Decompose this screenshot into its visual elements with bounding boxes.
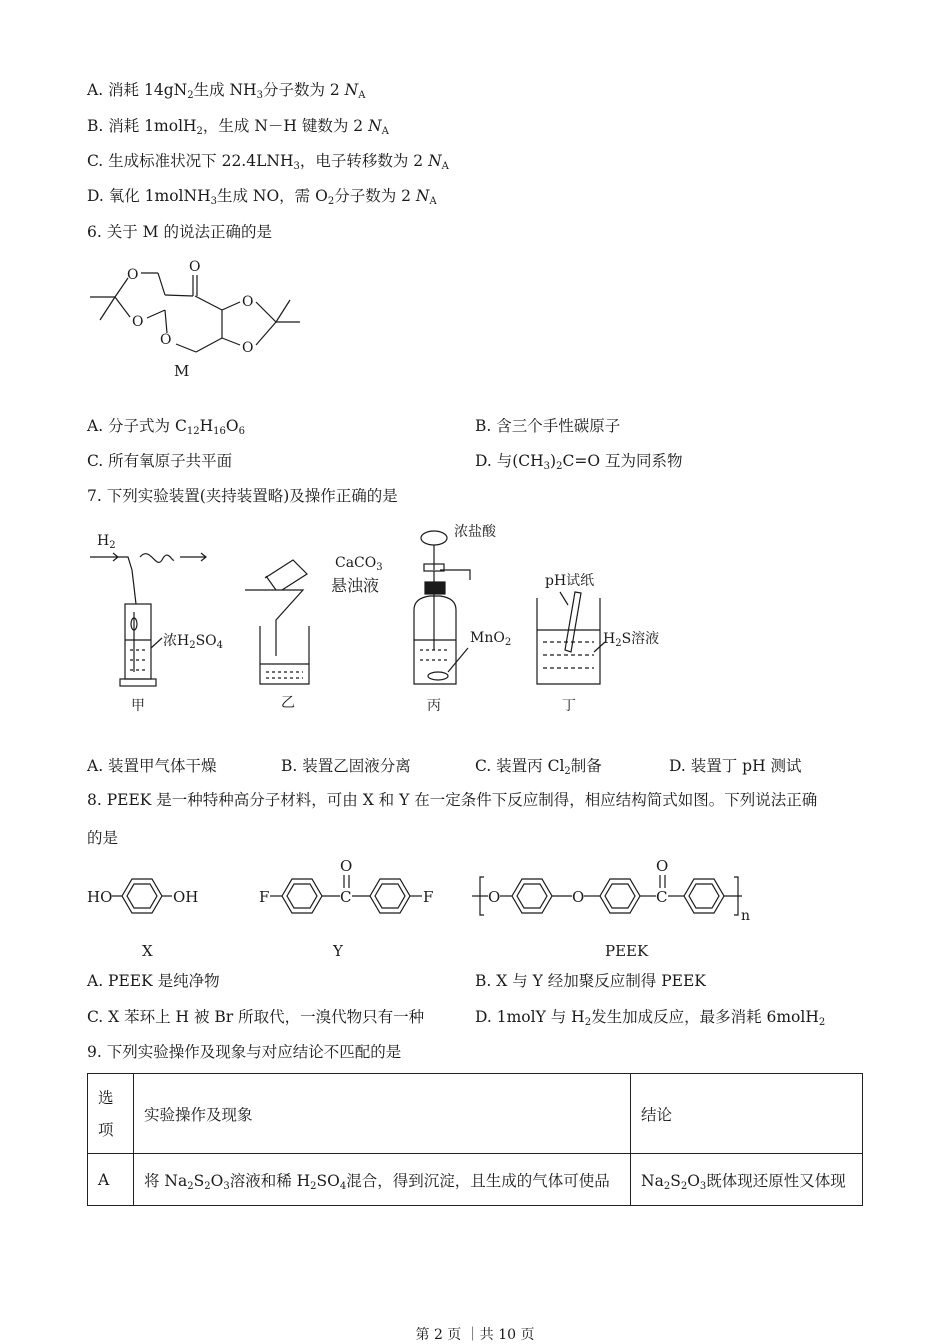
- q9-stem: 9. 下列实验操作及现象与对应结论不匹配的是: [87, 1043, 402, 1061]
- q8-stem-line1: 8. PEEK 是一种特种高分子材料，可由 X 和 Y 在一定条件下反应制得，相应结构简式如图。下列说法正确: [87, 791, 818, 809]
- q7-option-d: D. 装置丁 pH 测试: [669, 757, 802, 775]
- m-atom-o-4: O: [189, 259, 201, 275]
- peek-o-1: O: [488, 888, 501, 906]
- y-f-right: F: [423, 888, 434, 906]
- q9-table: [87, 1073, 863, 1206]
- yi-reagent-line2: 悬浊液: [331, 576, 380, 595]
- peek-label: PEEK: [605, 942, 649, 960]
- q5-option-b: B. 消耗 1molH$_2$，生成 N－H 键数为 2 $N_A$: [87, 117, 389, 137]
- jia-name: 甲: [131, 698, 145, 714]
- q8-option-a: A. PEEK 是纯净物: [87, 972, 220, 990]
- m-atom-o-3: O: [160, 332, 172, 348]
- x-oh: OH: [173, 888, 199, 906]
- y-o: O: [340, 857, 353, 875]
- q9-row-a-conclusion: $Na_2S_2O_3$既体现还原性又体现: [631, 1154, 863, 1206]
- bing-solid-label: MnO$_2$: [470, 630, 512, 648]
- q5-option-d: D. 氧化 1molNH$_3$生成 NO，需 $O_2$分子数为 2 $N_A$: [87, 187, 437, 207]
- q7-option-a: A. 装置甲气体干燥: [87, 757, 217, 775]
- y-c: C: [340, 888, 352, 906]
- x-label: X: [142, 942, 153, 960]
- jia-reagent-label: 浓$H_2SO_4$: [163, 633, 224, 651]
- m-atom-o-6: O: [242, 340, 254, 356]
- q6-stem: 6. 关于 M 的说法正确的是: [87, 223, 272, 241]
- ding-name: 丁: [562, 698, 576, 714]
- q8-option-b: B. X 与 Y 经加聚反应制得 PEEK: [475, 972, 706, 990]
- m-atom-o-1: O: [127, 267, 139, 283]
- peek-c: C: [656, 888, 668, 906]
- q6-option-b: B. 含三个手性碳原子: [475, 417, 621, 435]
- q6-option-a: A. 分子式为 $C_{12}H_{16}O_6$: [87, 417, 245, 437]
- page-footer: 第 2 页 ｜共 10 页: [415, 1327, 535, 1343]
- yi-reagent-label: CaCO$_3$: [335, 555, 383, 573]
- q5-option-a: A. 消耗 $14gN_2$生成 $NH_3$分子数为 2 $N_A$: [87, 81, 366, 101]
- peek-o-carbonyl: O: [656, 857, 669, 875]
- q7-option-c: C. 装置丙 $Cl_2$制备: [475, 757, 602, 777]
- q8-option-c: C. X 苯环上 H 被 Br 所取代，一溴代物只有一种: [87, 1008, 425, 1026]
- q5-option-c: C. 生成标准状况下 $22.4LNH_3$，电子转移数为 2 $N_A$: [87, 152, 449, 172]
- q9-header-option: 选 项: [88, 1074, 134, 1154]
- q7-stem: 7. 下列实验装置(夹持装置略)及操作正确的是: [87, 487, 398, 505]
- peek-o-2: O: [572, 888, 585, 906]
- ding-solution-label: $H_2S$溶液: [603, 631, 660, 649]
- yi-name: 乙: [281, 695, 295, 711]
- q8-stem-line2: 的是: [87, 829, 119, 847]
- q9-header-operation: 实验操作及现象: [134, 1074, 631, 1154]
- m-atom-o-5: O: [242, 294, 254, 310]
- q7-option-b: B. 装置乙固液分离: [281, 757, 411, 775]
- q9-row-a-option: A: [88, 1154, 134, 1206]
- bing-name: 丙: [427, 698, 441, 714]
- peek-n: n: [741, 908, 751, 924]
- x-ho: HO: [87, 888, 113, 906]
- ding-paper-label: pH试纸: [545, 573, 595, 589]
- q9-header-conclusion: 结论: [631, 1074, 863, 1154]
- y-label: Y: [333, 942, 343, 960]
- y-f-left: F: [259, 888, 270, 906]
- q8-option-d: D. 1molY 与 $H_2$发生加成反应，最多消耗 6molH$_2$: [475, 1008, 826, 1028]
- q9-row-a-operation: 将 $Na_2S_2O_3$溶液和稀 $H_2SO_4$混合，得到沉淀，且生成的气体可使品: [134, 1154, 631, 1206]
- q6-option-d: D. 与$(CH_3)_2C=O$ 互为同系物: [475, 452, 683, 472]
- jia-gas-label: $H_2$: [97, 533, 116, 551]
- molecule-m-label: M: [174, 362, 190, 380]
- m-atom-o-2: O: [132, 314, 144, 330]
- q9-header-row: [88, 1074, 863, 1154]
- table-row: [88, 1154, 863, 1206]
- q6-option-c: C. 所有氧原子共平面: [87, 452, 233, 470]
- bing-acid-label: 浓盐酸: [454, 524, 496, 540]
